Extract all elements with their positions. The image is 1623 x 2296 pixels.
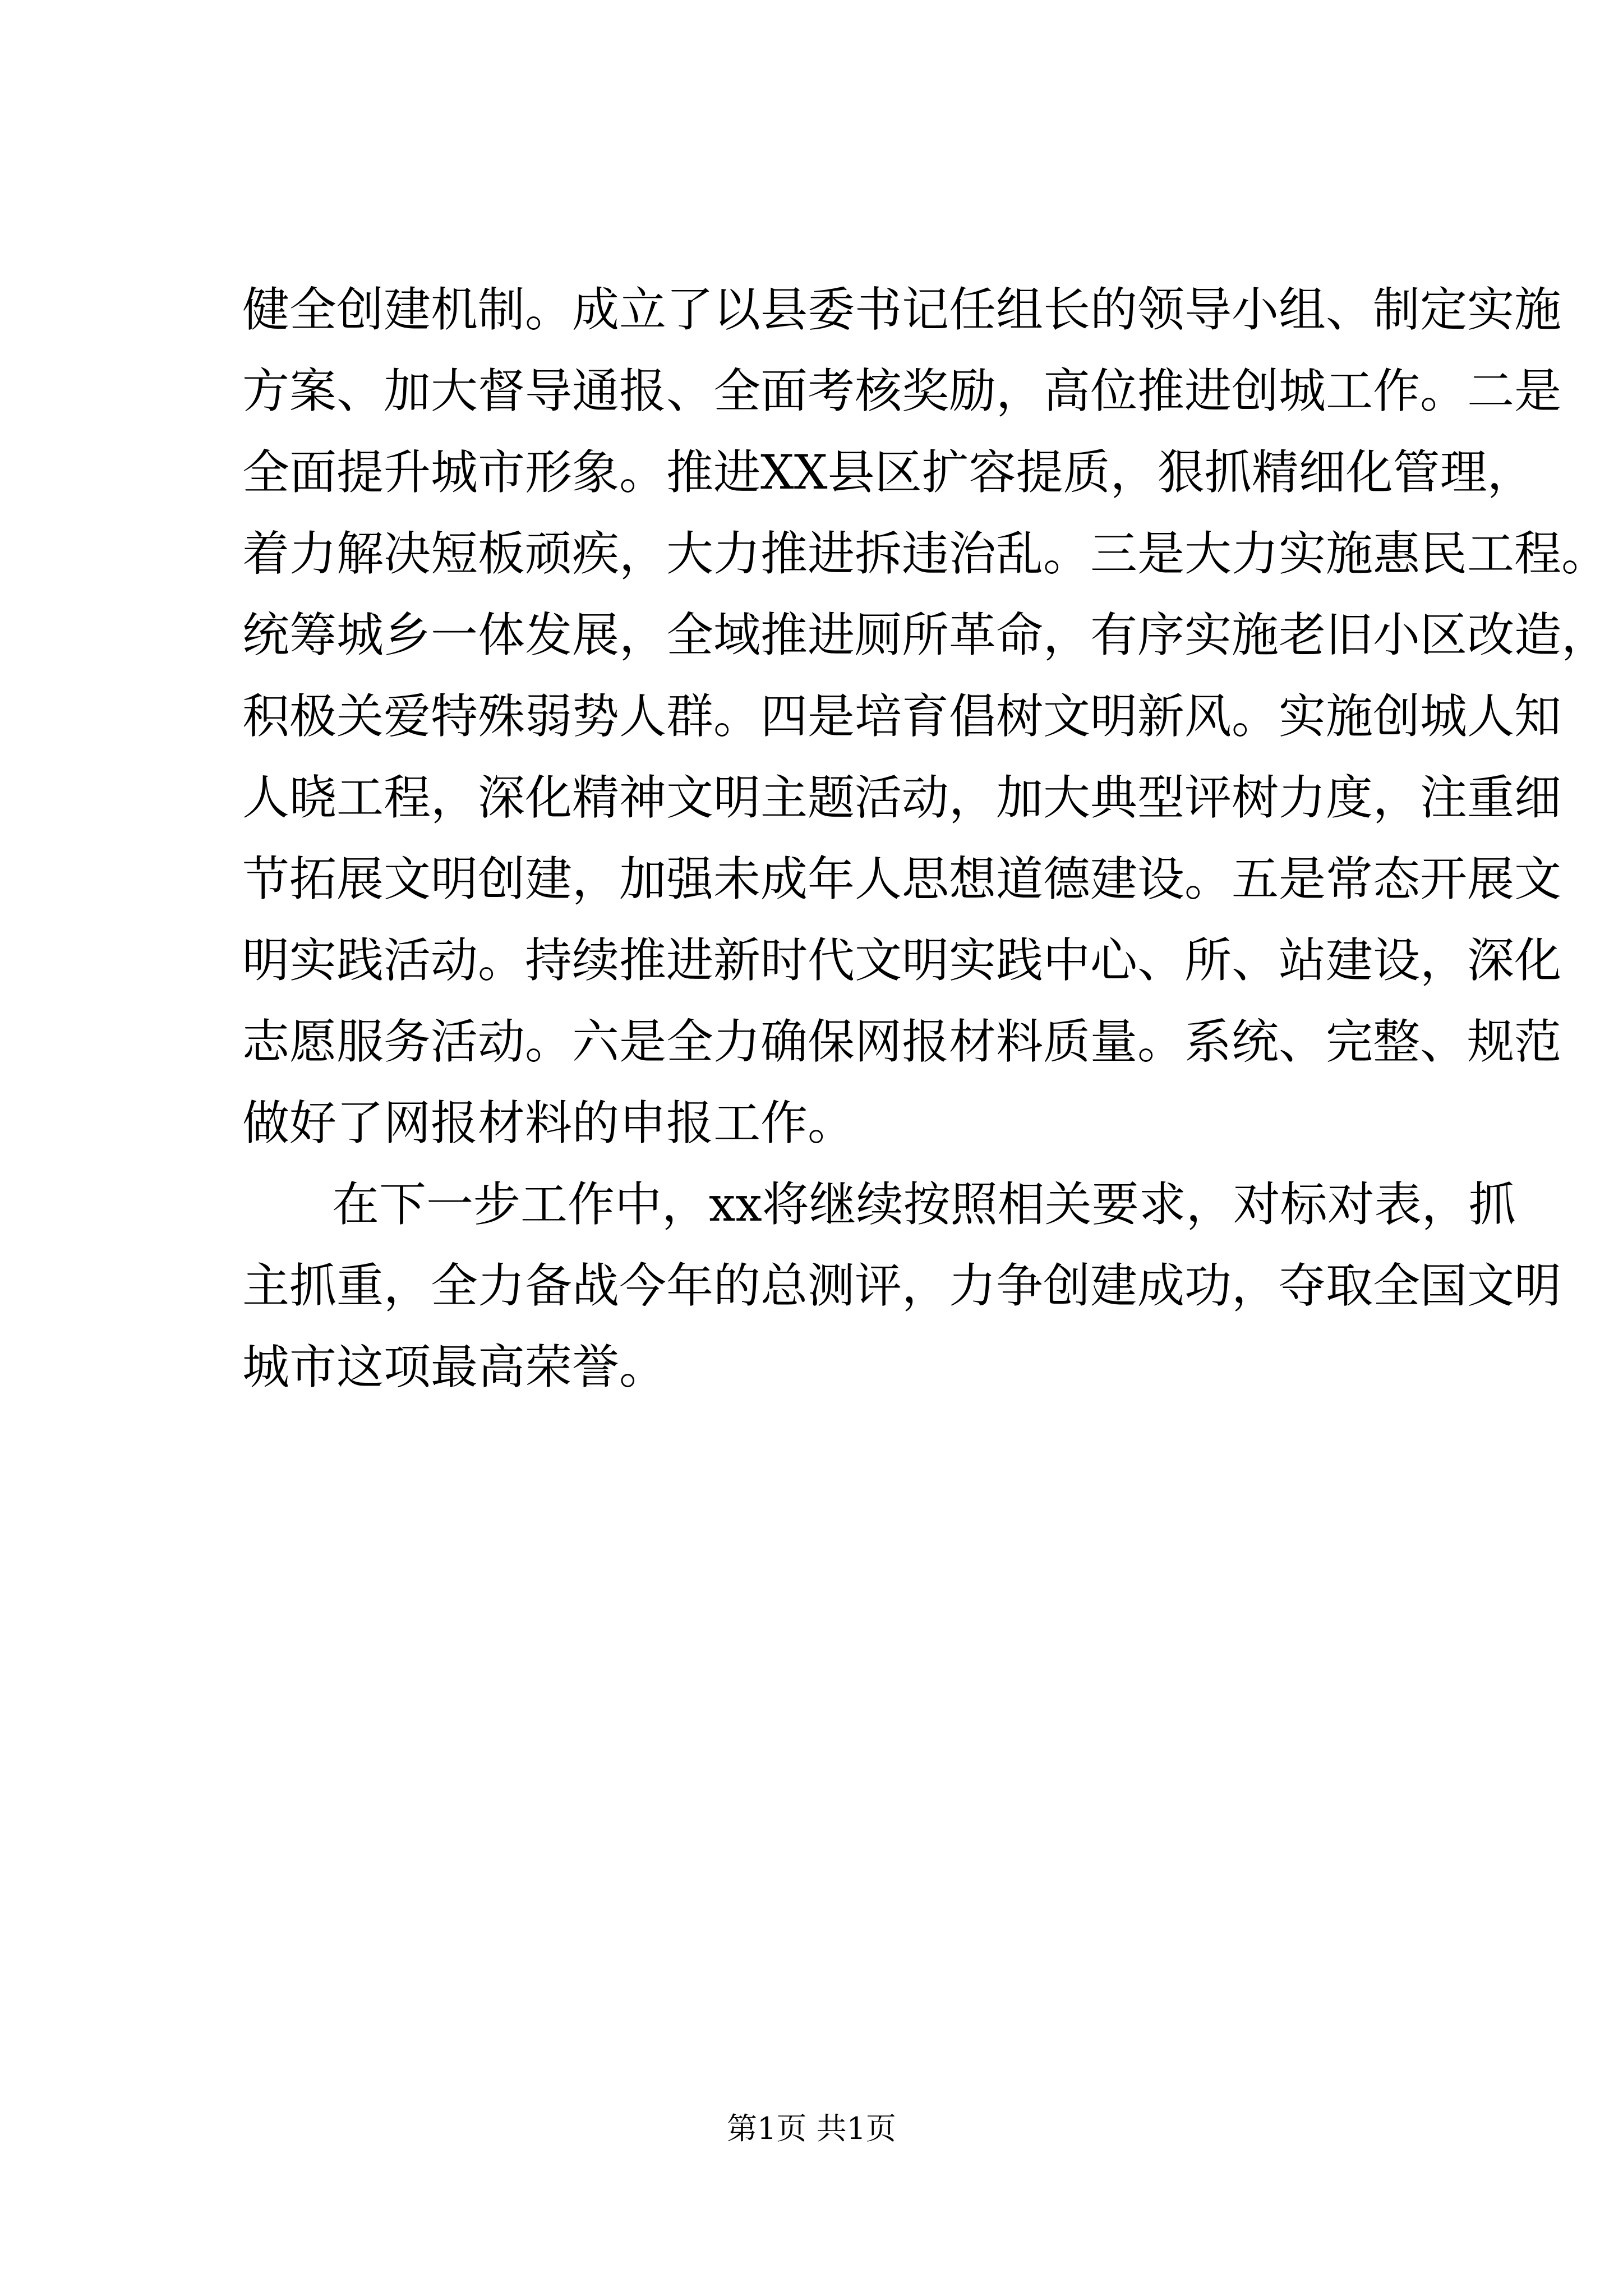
paragraph-line: 统筹城乡一体发展，全域推进厕所革命，有序实施老旧小区改造， bbox=[242, 608, 1609, 662]
paragraph-line: 健全创建机制。成立了以县委书记任组长的领导小组、制定实施 bbox=[242, 282, 1562, 337]
paragraph-line: 做好了网报材料的申报工作。 bbox=[242, 1096, 855, 1151]
paragraph-line: 在下一步工作中，xx将继续按照相关要求，对标对表，抓 bbox=[332, 1177, 1516, 1232]
paragraph-line: 着力解决短板顽疾，大力推进拆违治乱。三是大力实施惠民工程。 bbox=[242, 526, 1609, 581]
document-body bbox=[242, 269, 1609, 1408]
paragraph-line: 人晓工程，深化精神文明主题活动，加大典型评树力度，注重细 bbox=[242, 770, 1562, 825]
paragraph-line: 全面提升城市形象。推进XX县区扩容提质，狠抓精细化管理， bbox=[242, 445, 1534, 500]
paragraph-line: 城市这项最高荣誉。 bbox=[242, 1340, 667, 1395]
paragraph-line: 积极关爱特殊弱势人群。四是培育倡树文明新风。实施创城人知 bbox=[242, 689, 1562, 744]
page-number-footer: 第1页 共1页 bbox=[727, 2111, 896, 2146]
paragraph-line: 方案、加大督导通报、全面考核奖励，高位推进创城工作。二是 bbox=[242, 364, 1562, 418]
paragraph-line: 志愿服务活动。六是全力确保网报材料质量。系统、完整、规范 bbox=[242, 1014, 1562, 1069]
paragraph-line: 明实践活动。持续推进新时代文明实践中心、所、站建设，深化 bbox=[242, 933, 1562, 988]
paragraph-line: 节拓展文明创建，加强未成年人思想道德建设。五是常态开展文 bbox=[242, 852, 1562, 907]
paragraph-line: 主抓重，全力备战今年的总测评，力争创建成功，夺取全国文明 bbox=[242, 1258, 1562, 1313]
